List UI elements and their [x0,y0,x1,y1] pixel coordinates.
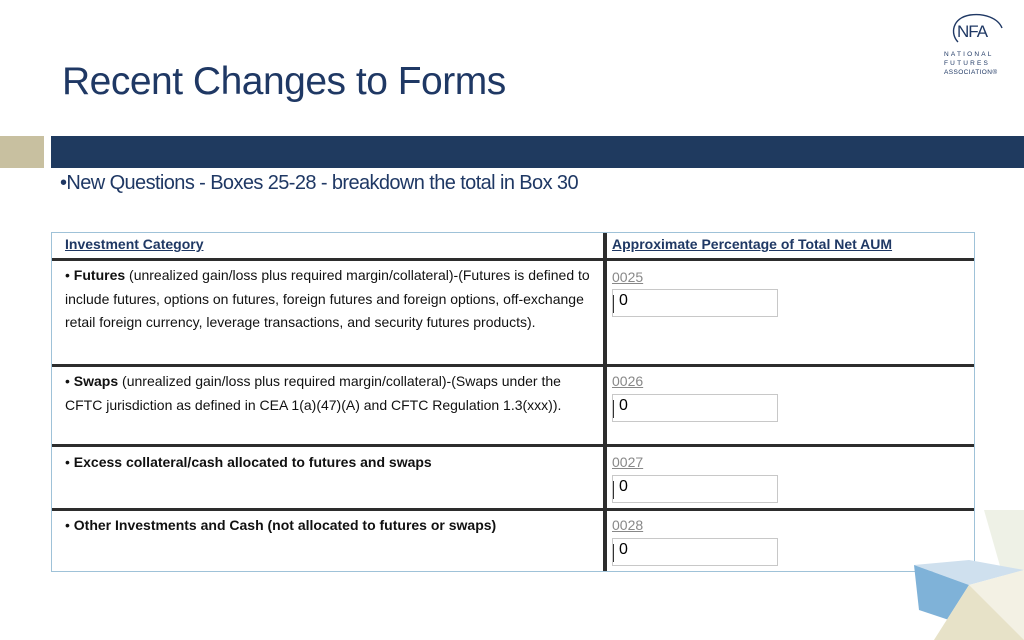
row-separator [52,364,974,367]
box-code-0027: 0027 [612,454,644,470]
futures-percentage-input[interactable]: 0 [612,289,778,317]
swaps-percentage-input[interactable]: 0 [612,394,778,422]
row-separator [52,444,974,447]
box-code-0026: 0026 [612,373,644,389]
box-code-0025: 0025 [612,269,644,285]
nfa-logo [944,12,1014,82]
other-investments-percentage-input[interactable]: 0 [612,538,778,566]
nfa-logo-words [944,50,998,77]
nfa-logo-mark-icon [948,12,1006,46]
accent-block [0,136,44,168]
row-excess-collateral-label: Excess collateral/cash allocated to futures and swaps [73,454,432,470]
row-separator [52,508,974,511]
row-separator [52,258,974,261]
slide-title: Recent Changes to Forms [62,60,506,103]
nfa-logo-line-3: ASSOCIATION® [944,69,998,76]
bullet-point: •New Questions - Boxes 25-28 - breakdown the total in Box 30 [60,172,578,194]
banner-bar [51,136,1024,168]
row-other-investments-description: • Other Investments and Cash (not allocated to futures or swaps) [65,517,497,533]
col-header-percentage: Approximate Percentage of Total Net AUM [612,236,893,252]
nfa-logo-line-2: FUTURES [944,60,991,67]
row-futures-description: • Futures (unrealized gain/loss plus required margin/collateral)-(Futures is defined to include futures, options on futures, foreign futures and foreign options, off-exchange retail foreign currency, leverage transactions, and security futures products). [65,267,590,330]
row-futures-label: Futures [73,267,126,283]
nfa-logo-mark-text: NFA [957,22,988,41]
column-divider [603,233,607,571]
row-other-investments-label: Other Investments and Cash (not allocated to futures or swaps) [73,517,497,533]
excess-collateral-percentage-input[interactable]: 0 [612,475,778,503]
form-table [51,232,975,572]
row-swaps-label: Swaps [73,373,119,389]
nfa-logo-line-1: NATIONAL [944,51,994,58]
row-swaps-description: • Swaps (unrealized gain/loss plus required margin/collateral)-(Swaps under the CFTC jurisdiction as defined in CEA 1(a)(47)(A) and CFTC Regulation 1.3(xxx)). [65,373,562,413]
corner-decoration [874,510,1024,640]
row-excess-collateral-description: • Excess collateral/cash allocated to futures and swaps [65,454,432,470]
box-code-0028: 0028 [612,517,644,533]
col-header-investment-category: Investment Category [65,236,204,252]
